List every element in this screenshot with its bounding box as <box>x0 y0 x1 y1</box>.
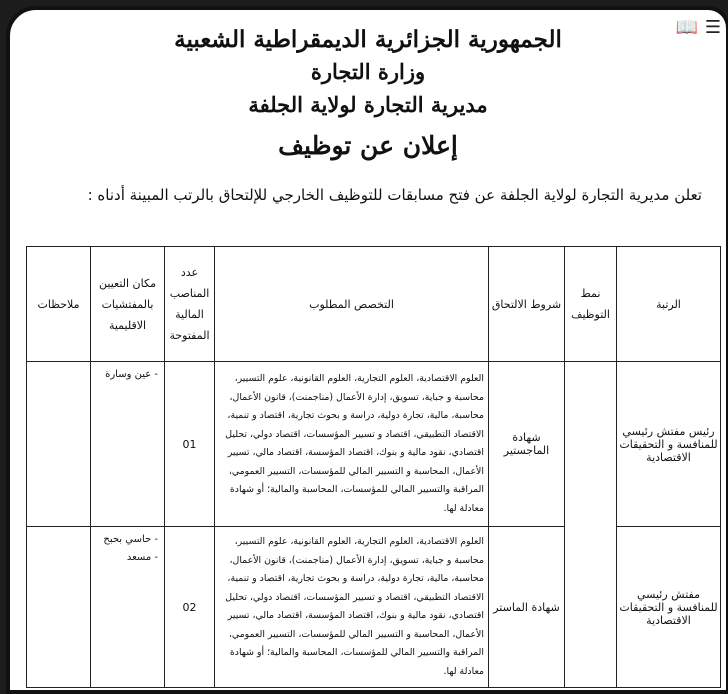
mode-cell <box>565 362 617 688</box>
viewer-toolbar <box>676 16 724 38</box>
intro-paragraph: تعلن مديرية التجارة لولاية الجلفة عن فتح مسابقات للتوظيف الخارجي للإلتحاق بالرتب المبينة أدناه : <box>87 186 702 204</box>
directorate-title: مديرية التجارة لولاية الجلفة <box>248 92 488 117</box>
header-condition: شروط الالتحاق <box>489 247 565 362</box>
announcement-title: إعلان عن توظيف <box>278 131 458 160</box>
rank-cell: رئيس مفتش رئيسي للمنافسة و التحقيقات الاقتصادية <box>617 362 721 527</box>
notes-cell <box>27 362 91 527</box>
document-page <box>6 6 728 694</box>
document-header <box>10 26 726 160</box>
rank-cell: مفتش رئيسي للمنافسة و التحقيقات الاقتصادية <box>617 527 721 688</box>
positions-cell: 02 <box>165 527 215 688</box>
republic-title: الجمهورية الجزائرية الديمقراطية الشعبية <box>174 26 562 53</box>
header-location: مكان التعيين بالمفتشيات الاقليمية <box>91 247 165 362</box>
table-header-row <box>27 247 721 362</box>
menu-icon[interactable]: ☰ <box>702 16 724 38</box>
positions-cell: 01 <box>165 362 215 527</box>
table-row <box>27 527 721 688</box>
header-positions: عدد المناصب المالية المفتوحة <box>165 247 215 362</box>
table-row <box>27 362 721 527</box>
header-notes: ملاحظات <box>27 247 91 362</box>
ministry-title: وزارة التجارة <box>310 59 426 84</box>
header-mode: نمط التوظيف <box>565 247 617 362</box>
recruitment-table <box>26 246 721 688</box>
location-cell: - عين وسارة <box>91 362 165 527</box>
condition-cell: شهادة الماستر <box>489 527 565 688</box>
location-cell: - حاسي بحبح - مسعد <box>91 527 165 688</box>
header-specialty: التخصص المطلوب <box>215 247 489 362</box>
book-icon[interactable]: 📖 <box>675 16 699 38</box>
specialty-cell: العلوم الاقتصادية، العلوم التجارية، العلوم القانونية، علوم التسيير، محاسبة و جباية، تسويق، إدارة الأعمال (مناجمنت)، قانون الأعمال، محاسبة، مالية، تجارة دولية، دراسة و بحوث تجارية، اقتصاد و تنمية، الاقتصاد التطبيقي، اقتصاد و تسيير المؤسسات، اقتصاد دولي، تحليل اقتصادي، نقود مالية و بنوك، اقتصاد المؤسسة، اقتصاد مالي، تسيير الأعمال، المحاسبة و التسيير المالي للمؤسسات، التسيير العمومي، المراقبة والتسيير المالي للمؤسسات، المحاسبة والمالية؛ أو شهادة معادلة لها. <box>215 362 489 527</box>
header-rank: الرتبة <box>617 247 721 362</box>
notes-cell <box>27 527 91 688</box>
condition-cell: شهادة الماجستير <box>489 362 565 527</box>
specialty-cell: العلوم الاقتصادية، العلوم التجارية، العلوم القانونية، علوم التسيير، محاسبة و جباية، تسويق، إدارة الأعمال (مناجمنت)، قانون الأعمال، محاسبة، مالية، تجارة دولية، دراسة و بحوث تجارية، اقتصاد و تنمية، الاقتصاد التطبيقي، اقتصاد و تسيير المؤسسات، اقتصاد دولي، تحليل اقتصادي، نقود مالية و بنوك، اقتصاد المؤسسة، اقتصاد مالي، تسيير الأعمال، المحاسبة و التسيير المالي للمؤسسات، التسيير العمومي، المراقبة والتسيير المالي للمؤسسات، المحاسبة والمالية؛ أو شهادة معادلة لها. <box>215 527 489 688</box>
